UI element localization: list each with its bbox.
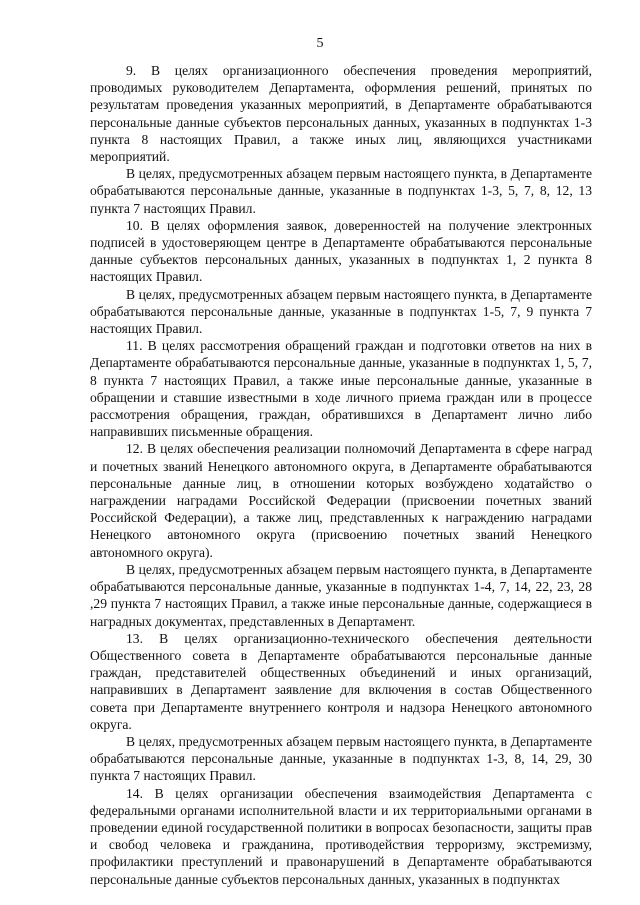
paragraph-13-purposes: В целях, предусмотренных абзацем первым настоящего пункта, в Департаменте обрабатываются персональные данные, указанные в подпунктах 1-3, 8, 14, 29, 30 пункта 7 настоящих Правил. <box>90 733 592 784</box>
document-body <box>90 62 592 888</box>
paragraph-13: 13. В целях организационно-технического обеспечения деятельности Общественного совета в Департаменте обрабатываются персональные данные граждан, представителей общественных объединений и иных организаций, направивших в Департамент заявление для включения в состав Общественного совета при Департаменте внутреннего контроля и надзора Ненецкого автономного округа. <box>90 630 592 732</box>
paragraph-9: 9. В целях организационного обеспечения проведения мероприятий, проводимых руководителем Департамента, оформления решений, принятых по результатам проведения указанных мероприятий, в Департаменте обрабатываются персональные данные субъектов персональных данных, указанных в подпунктах 1-3 пункта 8 настоящих Правил, а также иных лиц, являющихся участниками мероприятий. <box>90 63 592 165</box>
paragraph-12: 12. В целях обеспечения реализации полномочий Департамента в сфере наград и почетных званий Ненецкого автономного округа, в Департаменте обрабатываются персональные данные лиц, в отношении которых возбуждено ходатайство о награждении наградами Российской Федерации (присвоении почетных званий Российской Федерации), а также лиц, представленных к награждению наградами Ненецкого автономного округа (присвоению почетных званий Ненецкого автономного округа). <box>90 441 592 560</box>
paragraph-12-purposes: В целях, предусмотренных абзацем первым настоящего пункта, в Департаменте обрабатываются персональные данные, указанные в подпунктах 1-4, 7, 14, 22, 23, 28 ,29 пункта 7 настоящих Правил, а также иные персональные данные, содержащиеся в наградных документах, представленных в Департамент. <box>90 561 592 629</box>
paragraph-11: 11. В целях рассмотрения обращений граждан и подготовки ответов на них в Департаменте обрабатываются персональные данные, указанные в подпунктах 1, 5, 7, 8 пункта 7 настоящих Правил, а также иные персональные данные, указанные в обращении и ставшие известными в ходе личного приема граждан или в процессе рассмотрения обращения, граждан, обратившихся в Департамент лично либо направивших письменные обращения. <box>90 338 592 440</box>
paragraph-14: 14. В целях организации обеспечения взаимодействия Департамента с федеральными органами исполнительной власти и их территориальными органами в проведении единой государственной политики в вопросах безопасности, защиты прав и свобод человека и гражданина, противодействия терроризму, экстремизму, профилактики преступлений и правонарушений в Департаменте обрабатываются персональные данные субъектов персональных данных, указанных в подпунктах <box>90 785 592 887</box>
paragraph-10-purposes: В целях, предусмотренных абзацем первым настоящего пункта, в Департаменте обрабатываются персональные данные, указанные в подпунктах 1-5, 7, 9 пункта 7 настоящих Правил. <box>90 286 592 337</box>
paragraph-10: 10. В целях оформления заявок, доверенностей на получение электронных подписей в удостоверяющем центре в Департаменте обрабатываются персональные данные субъектов персональных данных, указанных в подпунктах 1, 2 пункта 8 настоящих Правил. <box>90 217 592 285</box>
paragraph-9-purposes: В целях, предусмотренных абзацем первым настоящего пункта, в Департаменте обрабатываются персональные данные, указанные в подпунктах 1-3, 5, 7, 8, 12, 13 пункта 7 настоящих Правил. <box>90 166 592 216</box>
page-number: 5 <box>316 36 324 51</box>
